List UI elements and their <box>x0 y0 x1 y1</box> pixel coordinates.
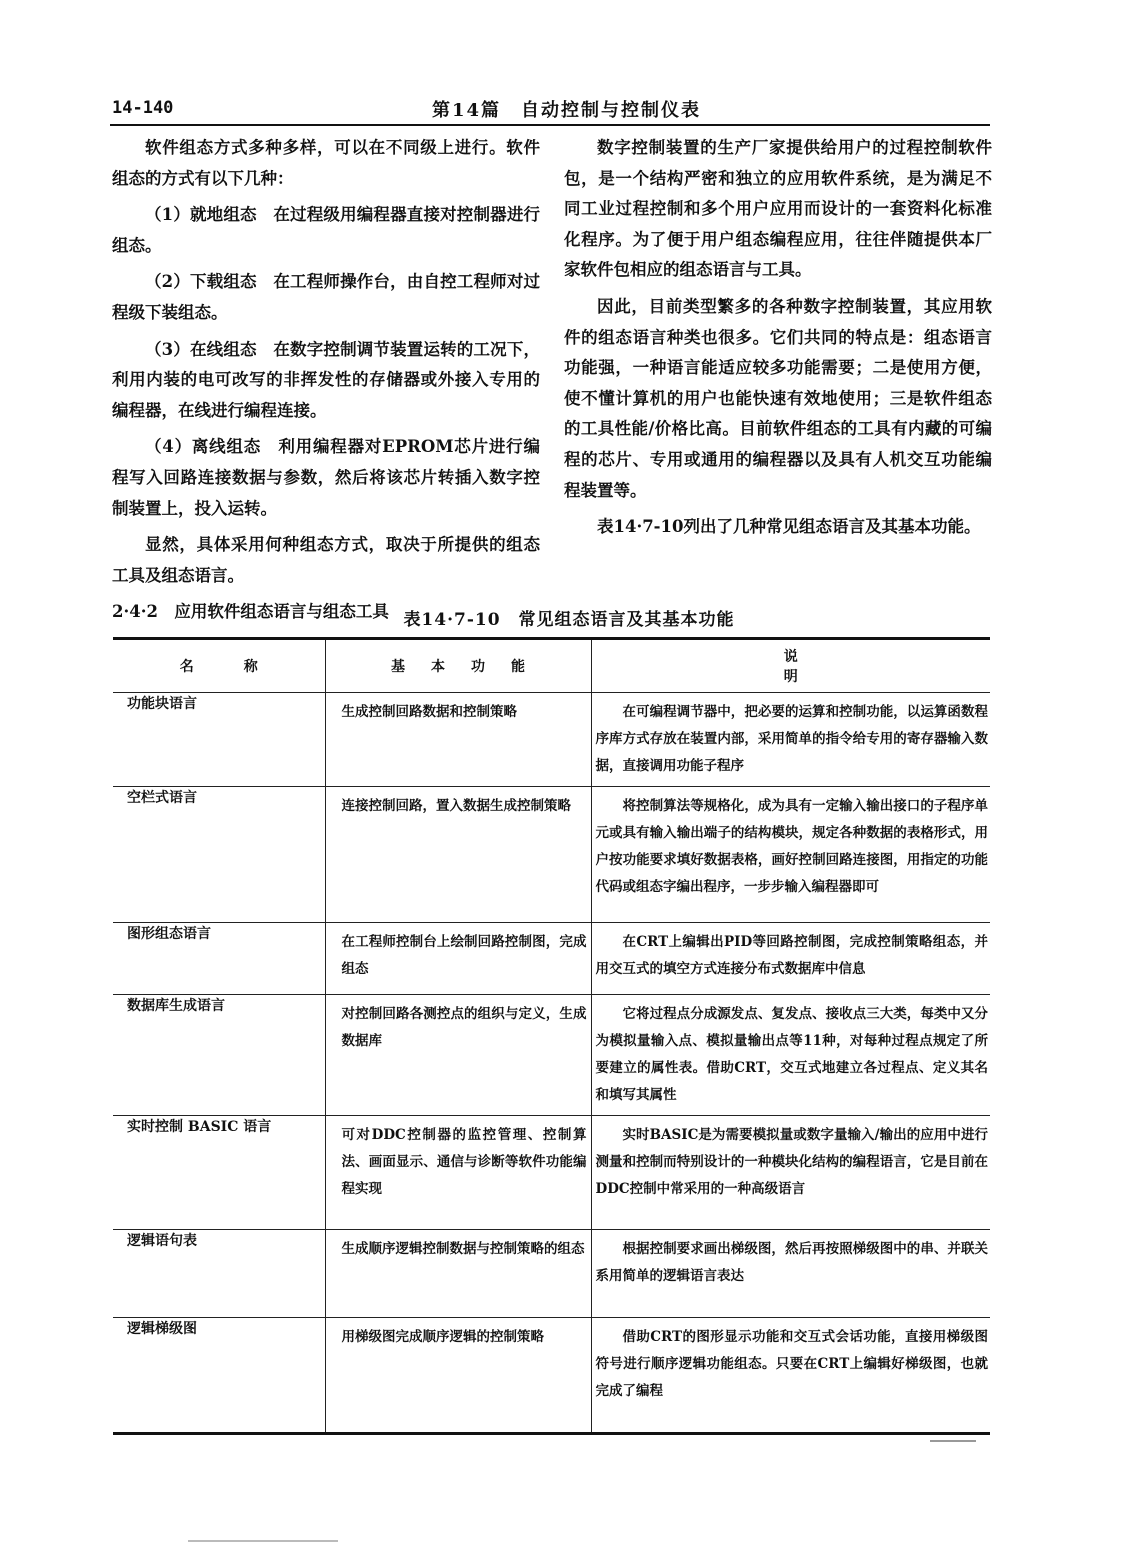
cell-description-text: 将控制算法等规格化，成为具有一定输入输出接口的子程序单元或具有输入输出端子的结构模块，规定各种数据的表格形式，用户按功能要求填好数据表格，画好控制回路连接图，用指定的功能代码或组态字编出程序，一步步输入编程器即可 <box>595 798 988 895</box>
cell-name: 功能块语言 <box>113 693 325 787</box>
chapter-title: 第14篇 自动控制与控制仪表 <box>432 100 702 121</box>
cell-name: 实时控制 BASIC 语言 <box>113 1116 325 1230</box>
right-column <box>564 133 992 549</box>
scan-mark <box>930 1440 976 1442</box>
cell-function-text: 连接控制回路，置入数据生成控制策略 <box>341 798 571 814</box>
table-row <box>113 1318 990 1434</box>
table-row <box>113 787 990 923</box>
cell-description-text: 根据控制要求画出梯级图，然后再按照梯级图中的串、并联关系用简单的逻辑语言表达 <box>595 1241 988 1284</box>
config-language-table <box>113 637 990 1435</box>
cell-function <box>325 923 591 995</box>
section-heading: 2·4·2 应用软件组态语言与组态工具 <box>112 602 389 622</box>
header-name: 名称 <box>113 639 325 693</box>
paragraph: 软件组态方式多种多样，可以在不同级上进行。软件组态的方式有以下几种： <box>112 138 540 188</box>
left-column <box>112 133 540 634</box>
cell-function-text: 用梯级图完成顺序逻辑的控制策略 <box>341 1329 544 1345</box>
paragraph: （3）在线组态 在数字控制调节装置运转的工况下，利用内装的电可改写的非挥发性的存储器或外接入专用的编程器，在线进行编程连接。 <box>112 339 540 420</box>
paragraph: （4）离线组态 利用编程器对EPROM芯片进行编程写入回路连接数据与参数，然后将该芯片转插入数字控制装置上，投入运转。 <box>112 437 540 518</box>
paragraph: 显然，具体采用何种组态方式，取决于所提供的组态工具及组态语言。 <box>112 535 540 585</box>
cell-description <box>591 1230 990 1318</box>
cell-description-text: 实时BASIC是为需要模拟量或数字量输入/输出的应用中进行测量和控制而特别设计的一种模块化结构的编程语言，它是目前在DDC控制中常采用的一种高级语言 <box>595 1127 988 1197</box>
cell-description-text: 它将过程点分成源发点、复发点、接收点三大类，每类中又分为模拟量输入点、模拟量输出点等11种，对每种过程点规定了所要建立的属性表。借助CRT，交互式地建立各过程点、定义其名和填写其属性 <box>595 1006 988 1103</box>
table-row <box>113 1230 990 1318</box>
scan-mark <box>188 1540 338 1542</box>
cell-description-text: 在CRT上编辑出PID等回路控制图，完成控制策略组态，并用交互式的填空方式连接分布式数据库中信息 <box>595 934 988 977</box>
cell-description <box>591 1116 990 1230</box>
paragraph: 表14·7-10列出了几种常见组态语言及其基本功能。 <box>597 517 981 537</box>
table-row <box>113 995 990 1116</box>
cell-function <box>325 1230 591 1318</box>
table-row <box>113 693 990 787</box>
cell-description <box>591 923 990 995</box>
table-header-row <box>113 639 990 693</box>
cell-function-text: 生成控制回路数据和控制策略 <box>341 704 517 720</box>
cell-function <box>325 995 591 1116</box>
cell-description-text: 在可编程调节器中，把必要的运算和控制功能，以运算函数程序库方式存放在装置内部，采用简单的指令给专用的寄存器输入数据，直接调用功能子程序 <box>595 704 988 774</box>
cell-function <box>325 693 591 787</box>
cell-description <box>591 995 990 1116</box>
cell-function-text: 对控制回路各测控点的组织与定义，生成数据库 <box>341 1006 587 1049</box>
header-rule <box>110 124 990 126</box>
cell-name: 数据库生成语言 <box>113 995 325 1116</box>
cell-description <box>591 1318 990 1434</box>
cell-function-text: 在工程师控制台上绘制回路控制图，完成组态 <box>341 934 587 977</box>
header-function: 基本功能 <box>325 639 591 693</box>
cell-name: 逻辑梯级图 <box>113 1318 325 1434</box>
cell-function <box>325 787 591 923</box>
table-row <box>113 923 990 995</box>
table-row <box>113 1116 990 1230</box>
cell-function <box>325 1116 591 1230</box>
cell-description <box>591 787 990 923</box>
cell-function <box>325 1318 591 1434</box>
header-description: 说明 <box>591 639 990 693</box>
cell-name: 空栏式语言 <box>113 787 325 923</box>
paragraph: 数字控制装置的生产厂家提供给用户的过程控制软件包，是一个结构严密和独立的应用软件系统，是为满足不同工业过程控制和多个用户应用而设计的一套资料化标准化程序。为了便于用户组态编程应用，往往伴随提供本厂家软件包相应的组态语言与工具。 <box>564 138 992 280</box>
table-title: 表14·7-10 常见组态语言及其基本功能 <box>403 610 735 630</box>
cell-name: 逻辑语句表 <box>113 1230 325 1318</box>
cell-name: 图形组态语言 <box>113 923 325 995</box>
paragraph: 因此，目前类型繁多的各种数字控制装置，其应用软件的组态语言种类也很多。它们共同的特点是：组态语言功能强，一种语言能适应较多功能需要；二是使用方便，使不懂计算机的用户也能快速有效地使用；三是软件组态的工具性能/价格比高。目前软件组态的工具有内藏的可编程的芯片、专用或通用的编程器以及具有人机交互功能编程装置等。 <box>564 296 992 500</box>
cell-description-text: 借助CRT的图形显示功能和交互式会话功能，直接用梯级图符号进行顺序逻辑功能组态。只要在CRT上编辑好梯级图，也就完成了编程 <box>595 1329 988 1399</box>
paragraph: （1）就地组态 在过程级用编程器直接对控制器进行组态。 <box>112 205 540 255</box>
cell-description <box>591 693 990 787</box>
cell-function-text: 生成顺序逻辑控制数据与控制策略的组态 <box>341 1241 585 1257</box>
cell-function-text: 可对DDC控制器的监控管理、控制算法、画面显示、通信与诊断等软件功能编程实现 <box>341 1127 587 1197</box>
page-number: 14-140 <box>112 98 174 118</box>
paragraph: （2）下载组态 在工程师操作台，由自控工程师对过程级下装组态。 <box>112 272 540 322</box>
